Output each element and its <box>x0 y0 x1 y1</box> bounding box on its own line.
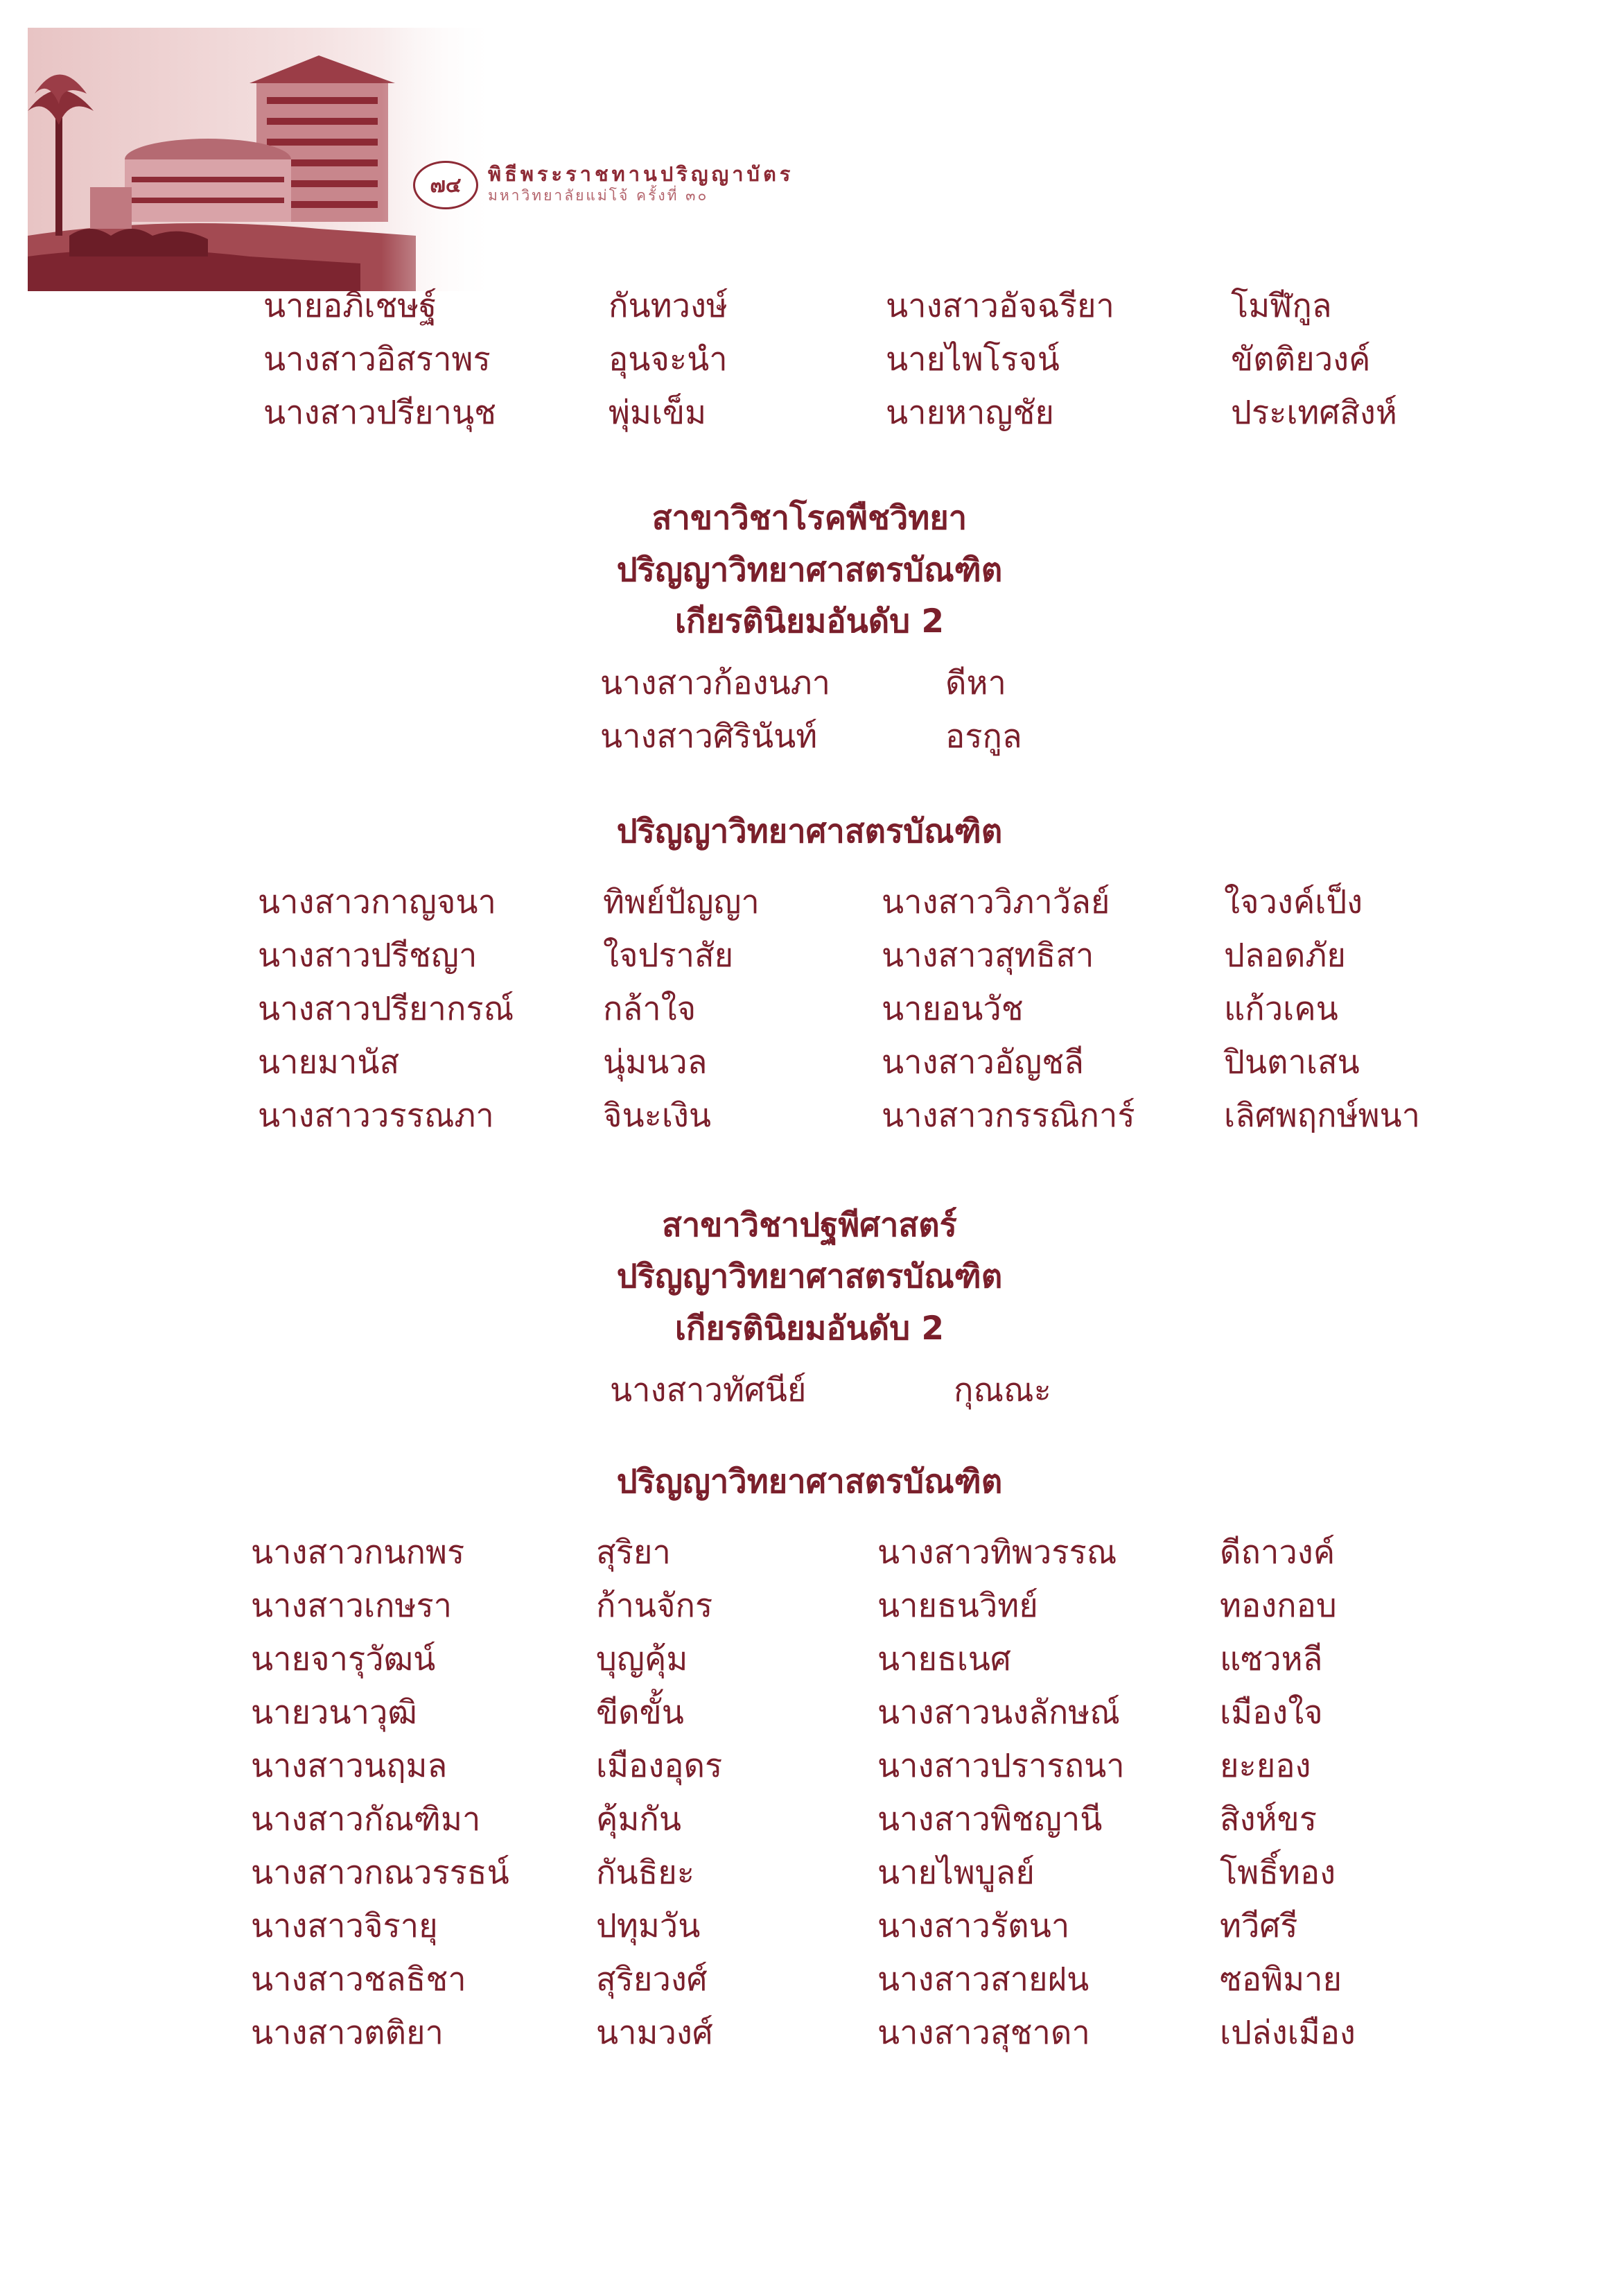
list-item <box>0 1746 1619 1799</box>
honors-first-name: นางสาวทัศนีย์ <box>610 1371 807 1409</box>
first-name: นางสาวสายฝน <box>877 1960 1089 1999</box>
first-name: นายธเนศ <box>877 1640 1011 1678</box>
last-name: กันทวงษ์ <box>609 287 728 325</box>
first-name: นายอภิเชษฐ์ <box>263 287 437 325</box>
list-item <box>0 1585 1619 1639</box>
major-heading: สาขาวิชาโรคพืชวิทยา <box>651 499 968 537</box>
first-name: นางสาวพิชญานี <box>877 1800 1103 1838</box>
first-name: นางสาวอัจฉรียา <box>886 287 1114 325</box>
list-item <box>0 1692 1619 1746</box>
last-name: นามวงศ์ <box>596 2014 713 2052</box>
first-name: นางสาวรัตนา <box>877 1907 1070 1945</box>
ceremony-subtitle: มหาวิทยาลัยแม่โจ้ ครั้งที่ ๓๐ <box>488 187 709 204</box>
list-item <box>0 1042 1619 1095</box>
plant-pathology-graduate-list <box>0 882 1619 1149</box>
last-name: ปินตาเสน <box>1224 1043 1360 1081</box>
first-name: นายมานัส <box>258 1043 400 1081</box>
last-name: ปทุมวัน <box>596 1907 701 1945</box>
first-name: นางสาวปรียากรณ์ <box>258 990 514 1028</box>
honors-first-name: นางสาวก้องนภา <box>600 664 831 702</box>
first-name: นางสาวสุทธิสา <box>882 937 1094 975</box>
list-item <box>0 1532 1619 1585</box>
first-name: นายจารุวัฒน์ <box>251 1640 436 1678</box>
list-item <box>0 286 1619 339</box>
first-name: นางสาวทิพวรรณ <box>877 1533 1117 1572</box>
last-name: ดีถาวงค์ <box>1220 1533 1336 1572</box>
first-name: นายวนาวุฒิ <box>251 1694 417 1732</box>
list-item <box>0 882 1619 935</box>
last-name: ทองกอบ <box>1220 1587 1337 1625</box>
last-name: กันธิยะ <box>596 1854 695 1892</box>
honors-last-name: อรกูล <box>945 718 1022 756</box>
first-name: นางสาวอัญชลี <box>882 1043 1084 1081</box>
last-name: เลิศพฤกษ์พนา <box>1224 1097 1421 1135</box>
last-name: ใจปราสัย <box>603 937 734 975</box>
last-name: เปล่งเมือง <box>1220 2014 1356 2052</box>
major-heading: สาขาวิชาปฐพีศาสตร์ <box>662 1206 957 1244</box>
last-name: สุริยวงศ์ <box>596 1960 708 1999</box>
campus-building-icon <box>28 28 499 291</box>
last-name: แซวหลี <box>1220 1640 1323 1678</box>
list-item <box>0 1639 1619 1692</box>
first-name: นางสาวปรียานุช <box>263 394 496 432</box>
last-name: แก้วเคน <box>1224 990 1338 1028</box>
last-name: โมฬีกูล <box>1231 287 1332 325</box>
list-item <box>0 1959 1619 2012</box>
first-name: นางสาวกนกพร <box>251 1533 465 1572</box>
first-name: นางสาวปรีชญา <box>258 937 478 975</box>
last-name: คุ้มกัน <box>596 1800 682 1838</box>
last-name: พุ่มเข็ม <box>609 394 707 432</box>
last-name: สิงห์ขร <box>1220 1800 1317 1838</box>
last-name: บุญคุ้ม <box>596 1640 688 1678</box>
degree-heading: ปริญญาวิทยาศาสตรบัณฑิต <box>616 812 1003 851</box>
honors-first-name: นางสาวศิรินันท์ <box>600 718 818 756</box>
last-name: ขีดขั้น <box>596 1694 684 1732</box>
last-name: ทวีศรี <box>1220 1907 1298 1945</box>
degree-heading: ปริญญาวิทยาศาสตรบัณฑิต <box>616 551 1003 589</box>
first-name: นางสาวกณวรรธน์ <box>251 1854 509 1892</box>
first-name: นางสาววิภาวัลย์ <box>882 883 1110 921</box>
first-name: นางสาวนงลักษณ์ <box>877 1694 1120 1732</box>
list-item <box>0 989 1619 1042</box>
last-name: ขัตติยวงค์ <box>1231 340 1371 379</box>
first-name: นางสาวกัณฑิมา <box>251 1800 481 1838</box>
last-name: เมืองใจ <box>1220 1694 1323 1732</box>
list-item <box>0 392 1619 446</box>
top-graduate-list <box>0 286 1619 446</box>
first-name: นางสาวปรารถนา <box>877 1747 1125 1785</box>
last-name: จินะเงิน <box>603 1097 712 1135</box>
first-name: นางสาวนฤมล <box>251 1747 448 1785</box>
first-name: นางสาวสุชาดา <box>877 2014 1090 2052</box>
last-name: โพธิ์ทอง <box>1220 1854 1336 1892</box>
degree-heading: ปริญญาวิทยาศาสตรบัณฑิต <box>616 1463 1003 1501</box>
last-name: ยะยอง <box>1220 1747 1311 1785</box>
first-name: นางสาวชลธิชา <box>251 1960 466 1999</box>
first-name: นางสาวกรรณิการ์ <box>882 1097 1135 1135</box>
first-name: นางสาวเกษรา <box>251 1587 453 1625</box>
last-name: อุนจะนำ <box>609 340 728 379</box>
degree-heading: ปริญญาวิทยาศาสตรบัณฑิต <box>616 1258 1003 1296</box>
last-name: นุ่มนวล <box>603 1043 708 1081</box>
last-name: ใจวงค์เป็ง <box>1224 883 1363 921</box>
last-name: สุริยา <box>596 1533 671 1572</box>
first-name: นางสาวอิสราพร <box>263 340 491 379</box>
honors-last-name: ดีหา <box>945 664 1006 702</box>
last-name: ก้านจักร <box>596 1587 713 1625</box>
list-item <box>0 2012 1619 2066</box>
honors-last-name: กุณณะ <box>954 1371 1051 1409</box>
list-item <box>0 1852 1619 1906</box>
soil-science-graduate-list <box>0 1532 1619 2066</box>
last-name: เมืองอุดร <box>596 1747 723 1785</box>
list-item <box>0 1799 1619 1852</box>
list-item <box>0 1095 1619 1149</box>
first-name: นางสาวจิรายุ <box>251 1907 438 1945</box>
first-name: นายธนวิทย์ <box>877 1587 1038 1625</box>
ceremony-title: พิธีพระราชทานปริญญาบัตร <box>488 162 794 186</box>
honors-heading: เกียรตินิยมอันดับ 2 <box>674 602 945 641</box>
honors-heading: เกียรตินิยมอันดับ 2 <box>674 1310 945 1348</box>
first-name: นายอนวัช <box>882 990 1024 1028</box>
last-name: กล้าใจ <box>603 990 697 1028</box>
header-building-illustration <box>28 28 499 291</box>
first-name: นายไพบูลย์ <box>877 1854 1035 1892</box>
last-name: ซอพิมาย <box>1220 1960 1342 1999</box>
last-name: ทิพย์ปัญญา <box>603 883 760 921</box>
first-name: นางสาววรรณภา <box>258 1097 494 1135</box>
list-item <box>0 1906 1619 1959</box>
list-item <box>0 339 1619 392</box>
page-number-badge: ๗๔ <box>413 161 478 209</box>
first-name: นางสาวตติยา <box>251 2014 444 2052</box>
last-name: ปลอดภัย <box>1224 937 1346 975</box>
first-name: นายไพโรจน์ <box>886 340 1060 379</box>
first-name: นางสาวกาญจนา <box>258 883 496 921</box>
first-name: นายหาญชัย <box>886 394 1054 432</box>
last-name: ประเทศสิงห์ <box>1231 394 1397 432</box>
list-item <box>0 935 1619 989</box>
